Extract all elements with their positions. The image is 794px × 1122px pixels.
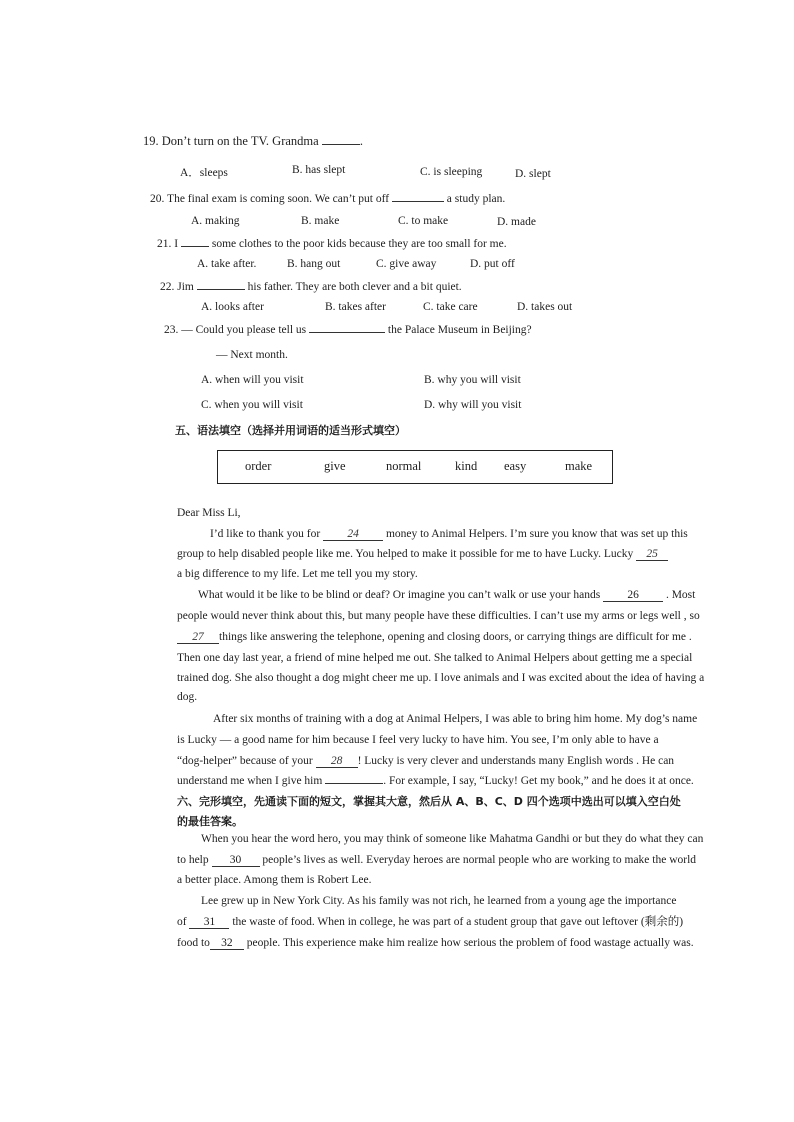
option-a: A. take after.: [197, 258, 257, 270]
question-20: 20. The final exam is coming soon. We can’t put off a study plan.: [150, 193, 506, 205]
question-stem: Jim: [177, 281, 194, 293]
letter-line: I’d like to thank you for 24 money to Animal Helpers. I’m sure you know that was set up this: [210, 528, 688, 540]
answer-blank-30: 30: [212, 854, 260, 867]
letter-line: people would never think about this, but many people have these difficulties. I can’t use my arms or legs well , so: [177, 610, 700, 622]
letter-line: “dog-helper” because of your 28 ! Lucky is very clever and understands many English words . He can: [177, 755, 675, 767]
question-number: 19.: [143, 134, 159, 148]
answer-blank-24: 24: [323, 528, 383, 541]
section-5-heading: 五、语法填空（选择并用词语的适当形式填空）: [175, 424, 406, 437]
option-a: A. when will you visit: [201, 374, 304, 386]
answer-blank: [392, 201, 444, 202]
question-stem: The final exam is coming soon. We can’t put off: [167, 193, 390, 205]
answer-blank-26: 26: [603, 589, 663, 602]
option-a: A．sleeps: [180, 167, 228, 179]
question-21: 21. I some clothes to the poor kids because they are too small for me.: [157, 238, 507, 250]
letter-line: trained dog. She also thought a dog might cheer me up. I love animals and I was excited about the idea of having a: [177, 672, 705, 684]
word-bank: [217, 450, 613, 484]
answer-blank-31: 31: [189, 916, 229, 929]
answer-blank: [197, 289, 245, 290]
answer-blank: [181, 246, 209, 247]
letter-line: understand me when I give him . For example, I say, “Lucky! Get my book,” and he does it at once.: [177, 775, 694, 787]
section-6-heading: 六、完形填空，先通读下面的短文，掌握其大意，然后从 A、B、C、D 四个选项中选出可以填入空白处: [177, 795, 681, 808]
letter-line: group to help disabled people like me. You helped to make it possible for me to have Lucky. Lucky 25: [177, 547, 668, 561]
option-c: C. give away: [376, 258, 437, 270]
question-number: 21.: [157, 238, 172, 250]
option-b: B. hang out: [287, 258, 341, 270]
letter-line: is Lucky — a good name for him because I feel very lucky to have him. You see, I’m only able to have a: [177, 734, 659, 746]
answer-blank-25: 25: [636, 548, 668, 561]
question-22: 22. Jim his father. They are both clever and a bit quiet.: [160, 281, 462, 293]
option-b: B. takes after: [325, 301, 386, 313]
option-d: D. takes out: [517, 301, 573, 313]
question-number: 22.: [160, 281, 175, 293]
word-bank-item: make: [565, 459, 593, 473]
letter-line: Then one day last year, a friend of mine helped me out. She talked to Animal Helpers about getting me a special: [177, 652, 693, 664]
option-b: B. why you will visit: [424, 374, 521, 386]
passage-line: of 31 the waste of food. When in college, he was part of a student group that gave out leftover (剩余的): [177, 916, 684, 928]
word-bank-item: kind: [455, 459, 478, 473]
question-stem: — Could you please tell us: [181, 324, 307, 336]
passage-line: a better place. Among them is Robert Lee.: [177, 874, 372, 886]
question-19: 19. Don’t turn on the TV. Grandma .: [143, 134, 363, 148]
answer-blank-27: 27: [177, 631, 219, 644]
answer-blank-32: 32: [210, 937, 244, 950]
question-stem: I: [174, 238, 179, 250]
option-c: C. to make: [398, 215, 449, 227]
option-b: B. make: [301, 215, 340, 227]
dialogue-answer: — Next month.: [216, 349, 288, 361]
word-bank-item: normal: [386, 459, 422, 473]
passage-line: food to 32 people. This experience make him realize how serious the problem of food wastage actually was.: [177, 937, 694, 949]
option-b: B. has slept: [292, 164, 346, 176]
passage-line: When you hear the word hero, you may think of someone like Mahatma Gandhi or but they do what they can: [201, 833, 704, 845]
letter-line: a big difference to my life. Let me tell you my story.: [177, 568, 418, 580]
letter-line: After six months of training with a dog at Animal Helpers, I was able to bring him home. My dog’s name: [213, 713, 698, 725]
answer-blank-28: 28: [316, 755, 358, 768]
letter-line: 27 things like answering the telephone, opening and closing doors, or carrying things are difficult for me .: [177, 630, 692, 644]
option-a: A. looks after: [201, 301, 264, 313]
option-a: A. making: [191, 215, 240, 227]
option-d: D. put off: [470, 258, 515, 270]
option-d: D. slept: [515, 168, 551, 180]
passage-line: to help 30 people’s lives as well. Everyday heroes are normal people who are working to make the world: [177, 854, 697, 866]
word-bank-item: easy: [504, 459, 527, 473]
option-c: C. is sleeping: [420, 166, 483, 178]
option-d: D. made: [497, 216, 536, 228]
answer-blank: [322, 144, 360, 145]
option-d: D. why will you visit: [424, 399, 522, 411]
answer-blank-29: [325, 783, 383, 784]
question-number: 20.: [150, 193, 165, 205]
section-6-heading-cont: 的最佳答案。: [177, 815, 243, 828]
word-bank-item: give: [324, 459, 346, 473]
passage-line: Lee grew up in New York City. As his family was not rich, he learned from a young age the importance: [201, 895, 677, 907]
question-stem: Don’t turn on the TV. Grandma: [161, 134, 319, 148]
letter-line: What would it be like to be blind or deaf? Or imagine you can’t walk or use your hands 26 . Most: [198, 589, 696, 601]
answer-blank: [309, 332, 385, 333]
option-c: C. when you will visit: [201, 399, 303, 411]
letter-salutation: Dear Miss Li,: [177, 507, 241, 519]
question-23: 23. — Could you please tell us the Palace Museum in Beijing?: [164, 324, 532, 336]
letter-line: dog.: [177, 691, 198, 703]
word-bank-item: order: [245, 459, 272, 473]
question-number: 23.: [164, 324, 179, 336]
option-c: C. take care: [423, 301, 478, 313]
